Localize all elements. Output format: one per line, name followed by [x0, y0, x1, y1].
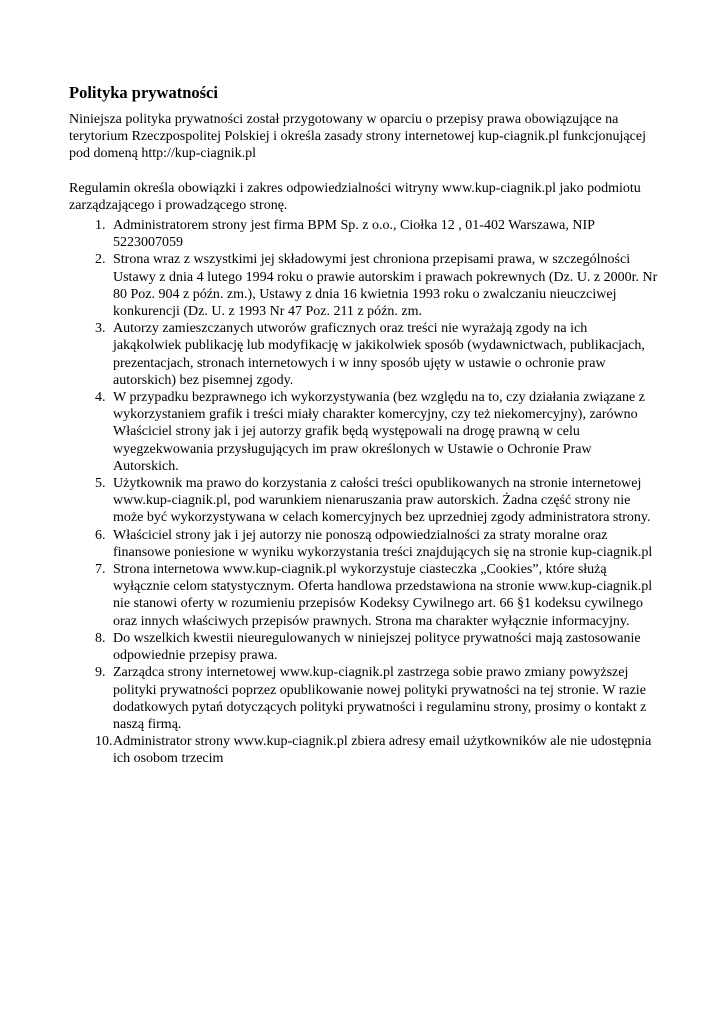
policy-list [69, 217, 659, 768]
page-title: Polityka prywatności [69, 83, 218, 102]
list-item-text: W przypadku bezprawnego ich wykorzystywania (bez względu na to, czy działania związane z wykorzystaniem grafik i treści miały charakter komercyjny, czy też niekomercyjny), zarówno Właściciel strony jak i jej autorzy grafik będą występowali na drogę prawną w celu wyegzekwowania przysługujących im praw określonych w Ustawie o Ochronie Praw Autorskich. [113, 390, 645, 474]
list-item [69, 664, 659, 733]
list-item-number: 6. [95, 527, 106, 543]
list-item-number: 9. [95, 665, 106, 681]
list-item-text: Autorzy zamieszczanych utworów graficznych oraz treści nie wyrażają zgody na ich jakąkolwiek publikację lub modyfikację w jakikolwiek sposób (wydawnictwach, publikacjach, prezentacjach, stronach internetowych i w inny sposób ujęty w ustawie o ochronie praw autorskich) bez pisemnej zgody. [113, 321, 645, 388]
list-item-text: Administrator strony www.kup-ciagnik.pl zbiera adresy email użytkowników ale nie udostępnia ich osobom trzecim [113, 734, 652, 767]
list-item-number: 10. [95, 734, 113, 750]
list-item-text: Strona wraz z wszystkimi jej składowymi jest chroniona przepisami prawa, w szczególności Ustawy z dnia 4 lutego 1994 roku o prawie autorskim i prawach pokrewnych (Dz. U. z 2000r. Nr 80 Poz. 904 z późn. zm.), Ustawy z dnia 16 kwietnia 1993 roku o zwalczaniu nieuczciwej konkurencji (Dz. U. z 1993 Nr 47 Poz. 211 z późn. zm. [113, 252, 658, 320]
list-item-number: 1. [95, 218, 106, 234]
list-item [69, 217, 659, 251]
list-item [69, 561, 659, 630]
list-item-text: Zarządca strony internetowej www.kup-ciagnik.pl zastrzega sobie prawo zmiany powyższej polityki prywatności poprzez opublikowanie nowej polityki prywatności na tej stronie. W razie dodatkowych pytań dotyczących polityki prywatności i regulaminu strony, prosimy o kontakt z naszą firmą. [113, 665, 647, 732]
list-item [69, 475, 659, 527]
list-item [69, 320, 659, 389]
intro-paragraph: Niniejsza polityka prywatności został przygotowany w oparciu o przepisy prawa obowiązujące na terytorium Rzeczpospolitej Polskiej i określa zasady strony internetowej kup-ciagnik.pl funkcjonującej pod domeną http://kup-ciagnik.pl [69, 112, 646, 162]
list-item-number: 4. [95, 390, 106, 406]
list-item-text: Strona internetowa www.kup-ciagnik.pl wykorzystuje ciasteczka „Cookies”, które służą wyłącznie celom statystycznym. Oferta handlowa przedstawiona na stronie www.kup-ciagnik.pl nie stanowi oferty w rozumieniu przepisów Kodeksy Cywilnego art. 66 §1 kodeksu cywilnego oraz innych właściwych przepisów prawnych. Strona ma charakter wyłącznie informacyjny. [113, 562, 653, 629]
list-item [69, 389, 659, 475]
list-item-text: Do wszelkich kwestii nieuregulowanych w niniejszej polityce prywatności mają zastosowanie odpowiednie przepisy prawa. [113, 630, 641, 664]
list-item [69, 251, 659, 320]
list-item-number: 5. [95, 476, 106, 492]
list-item-text: Właściciel strony jak i jej autorzy nie ponoszą odpowiedzialności za straty moralne oraz finansowe poniesione w wyniku wykorzystania treści znajdujących się na stronie kup-ciagnik.pl [113, 527, 653, 560]
list-item-number: 7. [95, 562, 106, 578]
list-item-number: 3. [95, 321, 106, 337]
document-page [69, 82, 659, 768]
list-item [69, 527, 659, 561]
list-item-number: 8. [95, 630, 106, 646]
list-item-number: 2. [95, 252, 106, 268]
list-item-text: Administratorem strony jest firma BPM Sp. z o.o., Ciołka 12 , 01-402 Warszawa, NIP 5223007059 [113, 218, 595, 251]
list-item-text: Użytkownik ma prawo do korzystania z całości treści opublikowanych na stronie internetowej www.kup-ciagnik.pl, pod warunkiem nienaruszania praw autorskich. Żadna część strony nie może być wykorzystywana w celach komercyjnych bez uprzedniej zgody administratora strony. [113, 476, 651, 526]
list-item [69, 630, 659, 664]
scope-paragraph: Regulamin określa obowiązki i zakres odpowiedzialności witryny www.kup-ciagnik.pl jako podmiotu zarządzającego i prowadzącego stronę. [69, 180, 641, 213]
list-item [69, 733, 659, 767]
